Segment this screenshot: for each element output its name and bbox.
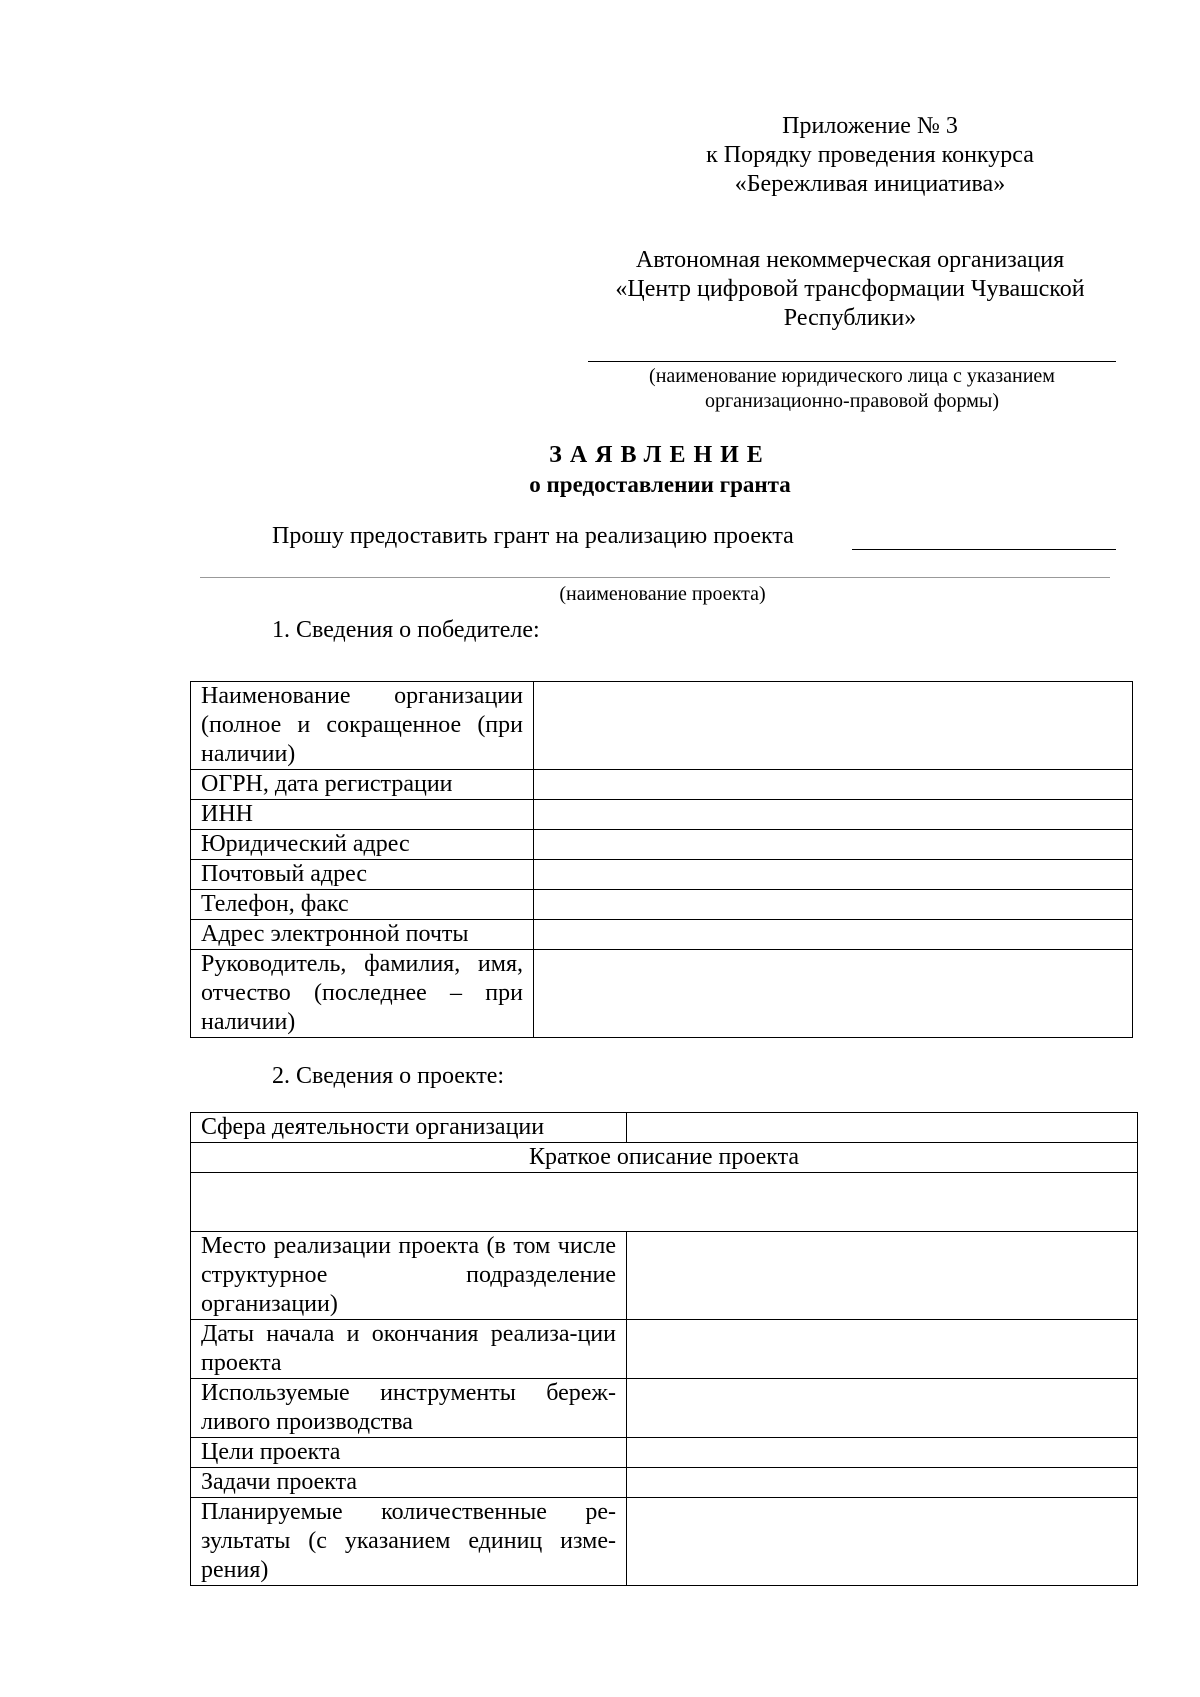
table-row xyxy=(191,890,1133,920)
contest-name: «Бережливая инициатива» xyxy=(734,171,1006,197)
table-row xyxy=(191,1173,1138,1232)
project-name-blank[interactable] xyxy=(852,549,1116,550)
addressee-underline xyxy=(588,361,1116,362)
field-label: ОГРН, дата регистрации xyxy=(191,770,534,800)
table-row xyxy=(191,920,1133,950)
field-label: Используемые инструменты береж-ливого производства xyxy=(191,1379,627,1438)
table-row xyxy=(191,1143,1138,1173)
table-row xyxy=(191,682,1133,770)
section-1-heading: 1. Сведения о победителе: xyxy=(272,617,540,643)
field-value-cell[interactable] xyxy=(534,920,1133,950)
project-name-line[interactable] xyxy=(200,577,1110,578)
table-row xyxy=(191,1438,1138,1468)
field-value-cell[interactable] xyxy=(534,890,1133,920)
field-value-cell[interactable] xyxy=(534,860,1133,890)
field-label: Почтовый адрес xyxy=(191,860,534,890)
field-value-cell[interactable] xyxy=(627,1113,1138,1143)
field-label: Задачи проекта xyxy=(191,1468,627,1498)
appendix-number: Приложение № 3 xyxy=(782,113,958,139)
table-row xyxy=(191,1468,1138,1498)
addressee-line-2: «Центр цифровой трансформации Чувашской xyxy=(615,276,1085,302)
field-value-cell[interactable] xyxy=(627,1379,1138,1438)
field-label: Цели проекта xyxy=(191,1438,627,1468)
field-label: Наименование организации (полное и сокращенное (при наличии) xyxy=(191,682,534,770)
document-subtitle: о предоставлении гранта xyxy=(529,472,791,497)
field-label: Даты начала и окончания реализа-ции проекта xyxy=(191,1320,627,1379)
table-row xyxy=(191,1320,1138,1379)
field-value-cell[interactable] xyxy=(534,682,1133,770)
addressee-caption-line-1: (наименование юридического лица с указанием xyxy=(649,365,1055,387)
field-label: Сфера деятельности организации xyxy=(191,1113,627,1143)
field-value-cell[interactable] xyxy=(627,1468,1138,1498)
field-label: Планируемые количественные ре-зультаты (с указанием единиц изме-рения) xyxy=(191,1498,627,1586)
addressee-caption xyxy=(588,364,1116,414)
addressee-line-3: Республики» xyxy=(783,305,917,331)
field-value-cell[interactable] xyxy=(534,830,1133,860)
field-label: Телефон, факс xyxy=(191,890,534,920)
field-value-cell[interactable] xyxy=(534,950,1133,1038)
document-title: ЗАЯВЛЕНИЕ xyxy=(549,442,771,468)
appendix-reference: к Порядку проведения конкурса xyxy=(706,142,1034,168)
field-value-cell[interactable] xyxy=(534,800,1133,830)
addressee-line-1: Автономная некоммерческая организация xyxy=(635,247,1065,273)
table-row xyxy=(191,860,1133,890)
addressee-block xyxy=(580,246,1120,333)
field-label: Место реализации проекта (в том числе структурное подразделение организации) xyxy=(191,1232,627,1320)
table-row xyxy=(191,830,1133,860)
short-description-cell[interactable] xyxy=(191,1173,1138,1232)
field-value-cell[interactable] xyxy=(627,1498,1138,1586)
request-text: Прошу предоставить грант на реализацию проекта xyxy=(272,523,794,549)
field-value-cell[interactable] xyxy=(627,1232,1138,1320)
addressee-caption-line-2: организационно-правовой формы) xyxy=(704,390,1000,412)
table-row xyxy=(191,770,1133,800)
field-label: ИНН xyxy=(191,800,534,830)
winner-info-table xyxy=(190,681,1133,1038)
section-2-heading: 2. Сведения о проекте: xyxy=(272,1063,505,1089)
field-label: Руководитель, фамилия, имя, отчество (последнее – при наличии) xyxy=(191,950,534,1038)
table-row xyxy=(191,1232,1138,1320)
table-row xyxy=(191,950,1133,1038)
appendix-block xyxy=(640,112,1100,199)
field-value-cell[interactable] xyxy=(534,770,1133,800)
project-name-caption: (наименование проекта) xyxy=(559,583,766,605)
field-label: Адрес электронной почты xyxy=(191,920,534,950)
project-info-table xyxy=(190,1112,1138,1586)
table-row xyxy=(191,1379,1138,1438)
table-row xyxy=(191,800,1133,830)
short-description-header: Краткое описание проекта xyxy=(191,1143,1138,1173)
table-row xyxy=(191,1498,1138,1586)
field-label: Юридический адрес xyxy=(191,830,534,860)
field-value-cell[interactable] xyxy=(627,1320,1138,1379)
table-row xyxy=(191,1113,1138,1143)
field-value-cell[interactable] xyxy=(627,1438,1138,1468)
